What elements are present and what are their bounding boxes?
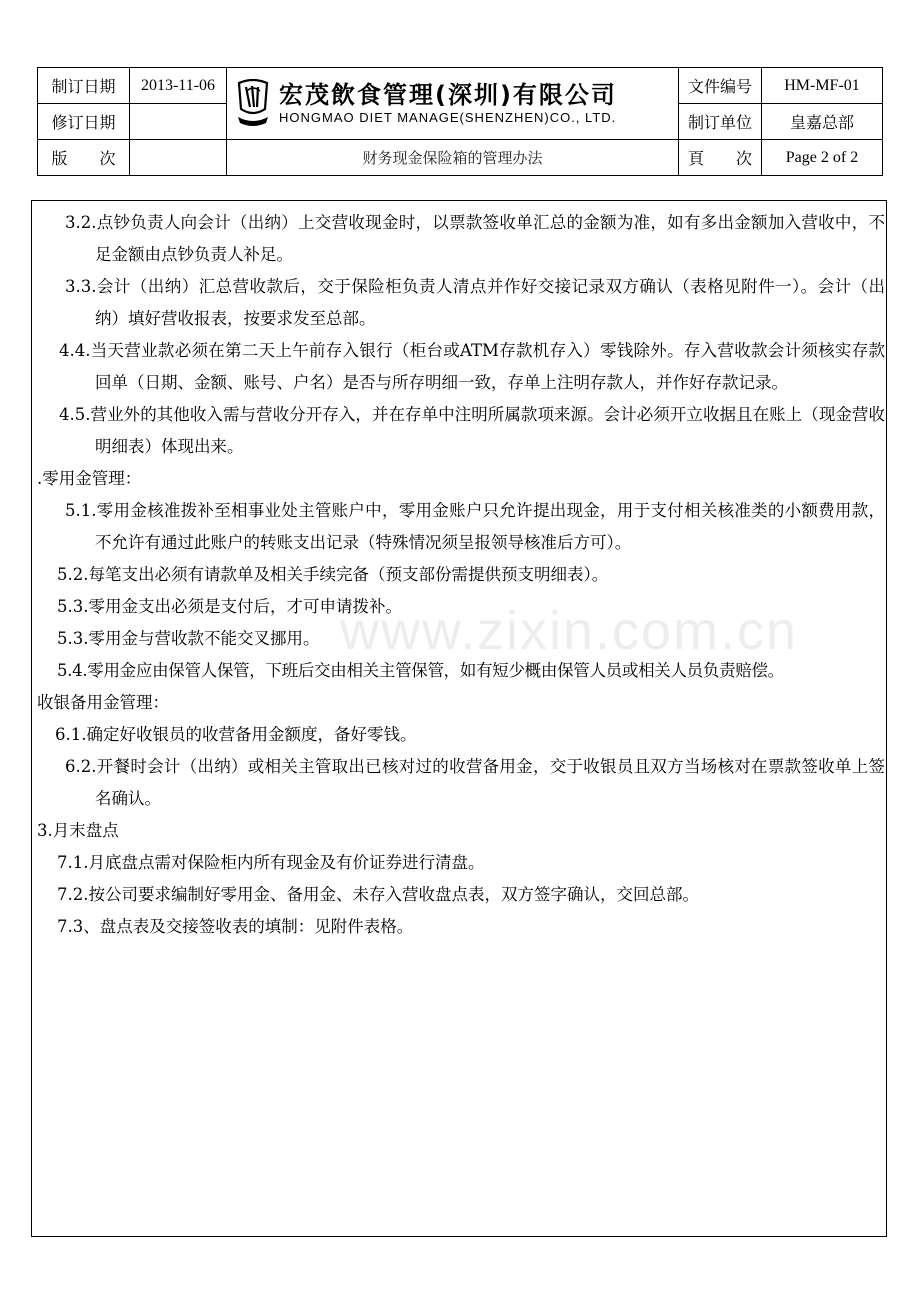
version-label: 版 次 (38, 140, 130, 176)
clause-7-3: 7.3、盘点表及交接签收表的填制：见附件表格。 (57, 917, 414, 936)
clause-6-2: 6.2.开餐时会计（出纳）或相关主管取出已核对过的收营备用金，交于收银员且双方当场核对在票款签收单上签名确认。 (65, 757, 885, 808)
version-value (130, 140, 227, 176)
document-title: 财务现金保险箱的管理办法 (227, 140, 679, 176)
clause-4-5: 4.5.营业外的其他收入需与营收分开存入，并在存单中注明所属款项来源。会计必须开立收据且在账上（现金营收明细表）体现出来。 (59, 405, 885, 456)
unit-value: 皇嘉总部 (762, 104, 883, 140)
clause-5-2: 5.2.每笔支出必须有请款单及相关手续完备（预支部份需提供预支明细表）。 (57, 565, 609, 584)
page-value: Page 2 of 2 (762, 140, 883, 176)
section-heading-month-end: 3.月末盘点 (37, 821, 119, 840)
clause-7-1: 7.1.月底盘点需对保险柜内所有现金及有价证券进行清盘。 (57, 853, 485, 872)
clause-4-4: 4.4.当天营业款必须在第二天上午前存入银行（柜台或ATM存款机存入）零钱除外。存入营收款会计须核实存款回单（日期、金额、账号、户名）是否与所存明细一致，存单上注明存款人，并作好存款记录。 (59, 341, 885, 392)
doc-no-value: HM-MF-01 (762, 68, 883, 104)
section-heading-petty-cash: .零用金管理： (37, 469, 142, 488)
company-logo-cell (227, 68, 679, 140)
clause-5-1: 5.1.零用金核准拨补至相事业处主管账户中，零用金账户只允许提出现金，用于支付相关核准类的小额费用款，不允许有通过此账户的转账支出记录（特殊情况须呈报领导核准后方可）。 (65, 501, 885, 552)
created-date-value: 2013-11-06 (130, 68, 227, 104)
company-name-en: HONGMAO DIET MANAGE(SHENZHEN)CO., LTD. (279, 109, 617, 125)
document-header-table (37, 67, 883, 176)
page-label: 頁 次 (679, 140, 762, 176)
watermark: www.zixin.com.cn (340, 601, 799, 661)
section-heading-cashier-fund: 收银备用金管理： (37, 693, 169, 712)
clause-6-1: 6.1.确定好收银员的收营备用金额度，备好零钱。 (55, 725, 417, 744)
company-logo-icon (235, 79, 271, 129)
clause-3-3: 3.3.会计（出纳）汇总营收款后，交于保险柜负责人清点并作好交接记录双方确认（表格见附件一）。会计（出纳）填好营收报表，按要求发至总部。 (65, 277, 885, 328)
document-body (37, 207, 885, 943)
revised-date-value (130, 104, 227, 140)
clause-5-3a: 5.3.零用金支出必须是支付后，才可申请拨补。 (57, 597, 402, 616)
clause-7-2: 7.2.按公司要求编制好零用金、备用金、未存入营收盘点表，双方签字确认，交回总部。 (57, 885, 699, 904)
doc-no-label: 文件编号 (679, 68, 762, 104)
unit-label: 制订单位 (679, 104, 762, 140)
clause-5-3b: 5.3.零用金与营收款不能交叉挪用。 (57, 629, 320, 648)
created-date-label: 制订日期 (38, 68, 130, 104)
clause-5-4: 5.4.零用金应由保管人保管，下班后交由相关主管保管，如有短少概由保管人员或相关人员负责赔偿。 (57, 661, 784, 680)
clause-3-2: 3.2.点钞负责人向会计（出纳）上交营收现金时，以票款签收单汇总的金额为准，如有多出金额加入营收中，不足金额由点钞负责人补足。 (65, 213, 885, 264)
revised-date-label: 修订日期 (38, 104, 130, 140)
company-name-cn: 宏茂飲食管理(深圳)有限公司 (279, 80, 617, 109)
